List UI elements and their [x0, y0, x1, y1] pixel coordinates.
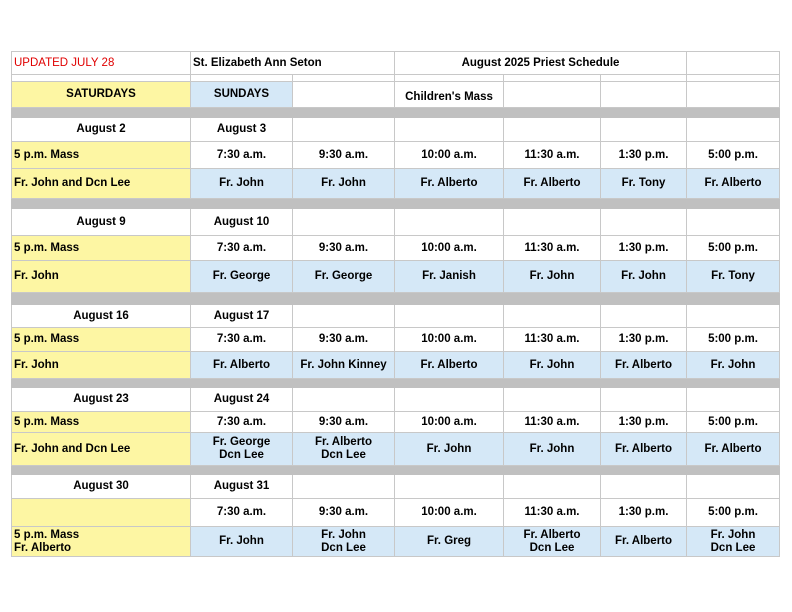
sunday-mass-time: 7:30 a.m. [191, 499, 293, 527]
sunday-mass-time: 5:00 p.m. [687, 499, 780, 527]
sunday-mass-time: 5:00 p.m. [687, 412, 780, 433]
saturday-priest [12, 261, 191, 293]
cell-line: Fr. John [219, 535, 264, 547]
priest-row [12, 527, 780, 557]
time-row [12, 412, 780, 433]
cell-line: Fr. Alberto [614, 358, 673, 371]
sunday-mass-time: 11:30 a.m. [504, 328, 601, 352]
sunday-date: August 24 [191, 388, 293, 412]
cell-line: Fr. Alberto [704, 442, 762, 455]
sunday-priest [504, 169, 601, 199]
cell-line: Fr. John [321, 528, 366, 541]
sunday-mass-time: 9:30 a.m. [293, 328, 395, 352]
saturday-mass-time: 5 p.m. Mass [12, 142, 191, 169]
sunday-mass-time: 11:30 a.m. [504, 499, 601, 527]
cell-line: Fr. Alberto [614, 535, 673, 547]
week-separator [12, 379, 780, 388]
cell-line: Fr. John [529, 358, 575, 371]
sunday-mass-time: 10:00 a.m. [395, 328, 504, 352]
sunday-mass-time: 1:30 p.m. [601, 499, 687, 527]
sunday-priest [395, 261, 504, 293]
sunday-priest [191, 527, 293, 557]
sunday-priest [293, 433, 395, 466]
date-row [12, 305, 780, 328]
sunday-priest [191, 433, 293, 466]
cell-line: Fr. John [14, 270, 59, 282]
time-row [12, 142, 780, 169]
cell-line: Fr. Alberto [420, 177, 478, 189]
saturday-priest [12, 352, 191, 379]
cell-line: Fr. John [321, 177, 366, 189]
sunday-priest [191, 352, 293, 379]
cell-line: Dcn Lee [529, 541, 575, 554]
saturday-date: August 2 [12, 118, 191, 142]
sunday-date: August 31 [191, 475, 293, 499]
sunday-mass-time: 9:30 a.m. [293, 236, 395, 261]
sunday-priest [293, 352, 395, 379]
week-separator [12, 466, 780, 475]
week-separator [12, 108, 780, 118]
saturday-mass-time: 5 p.m. Mass [12, 236, 191, 261]
time-row [12, 499, 780, 527]
saturday-date: August 23 [12, 388, 191, 412]
sunday-priest [687, 169, 780, 199]
sunday-priest [504, 433, 601, 466]
sunday-date: August 17 [191, 305, 293, 328]
cell-line: Fr. George [212, 436, 271, 448]
date-row [12, 118, 780, 142]
sunday-mass-time: 5:00 p.m. [687, 236, 780, 261]
sunday-priest [293, 169, 395, 199]
time-row [12, 236, 780, 261]
cell-line: Dcn Lee [710, 541, 756, 554]
sunday-priest [601, 433, 687, 466]
cell-line: Fr. John [529, 442, 575, 455]
parish-name: St. Elizabeth Ann Seton [191, 52, 395, 75]
sunday-mass-time: 7:30 a.m. [191, 236, 293, 261]
cell-line: Fr. Alberto [523, 177, 581, 189]
sunday-mass-time: 7:30 a.m. [191, 412, 293, 433]
sunday-priest [601, 527, 687, 557]
sunday-mass-time: 11:30 a.m. [504, 142, 601, 169]
saturday-priest [12, 527, 191, 557]
sunday-mass-time: 5:00 p.m. [687, 142, 780, 169]
sunday-priest [395, 169, 504, 199]
updated-note: UPDATED JULY 28 [12, 52, 191, 75]
sunday-date: August 10 [191, 209, 293, 236]
cell-line: Fr. John [14, 358, 59, 371]
date-row [12, 388, 780, 412]
saturday-mass-time: 5 p.m. Mass [12, 328, 191, 352]
saturday-mass-time [12, 499, 191, 527]
cell-line: Fr. Alberto [420, 358, 478, 371]
priest-schedule-table [11, 51, 780, 557]
sunday-priest [687, 352, 780, 379]
sunday-mass-time: 10:00 a.m. [395, 499, 504, 527]
saturday-date: August 16 [12, 305, 191, 328]
sunday-priest [601, 169, 687, 199]
cell-line: Fr. Alberto [523, 528, 581, 541]
schedule-title: August 2025 Priest Schedule [395, 52, 687, 75]
sunday-mass-time: 9:30 a.m. [293, 499, 395, 527]
sunday-priest [687, 261, 780, 293]
cell-line: Fr. Alberto [704, 177, 762, 189]
sundays-header: SUNDAYS [191, 82, 293, 108]
cell-line: Fr. John Kinney [300, 358, 387, 371]
sunday-priest [395, 527, 504, 557]
saturday-priest [12, 169, 191, 199]
cell-line: Fr. John [710, 528, 756, 541]
priest-row [12, 169, 780, 199]
date-row [12, 475, 780, 499]
sunday-mass-time: 11:30 a.m. [504, 236, 601, 261]
cell-line: Fr. Janish [422, 270, 476, 282]
sunday-priest [687, 433, 780, 466]
cell-line: Fr. Alberto [14, 541, 72, 554]
saturday-date: August 9 [12, 209, 191, 236]
saturday-mass-time: 5 p.m. Mass [12, 412, 191, 433]
cell-line: Fr. John [710, 358, 756, 371]
sunday-mass-time: 1:30 p.m. [601, 236, 687, 261]
sunday-mass-time: 5:00 p.m. [687, 328, 780, 352]
childrens-mass-label: Children's Mass [395, 82, 504, 108]
priest-row [12, 433, 780, 466]
sunday-mass-time: 1:30 p.m. [601, 142, 687, 169]
priest-row [12, 352, 780, 379]
cell-line: Fr. John [529, 270, 575, 282]
cell-line: Fr. George [212, 270, 271, 282]
sunday-priest [601, 352, 687, 379]
cell-line: Fr. Alberto [212, 358, 271, 371]
sunday-priest [504, 261, 601, 293]
week-separator [12, 293, 780, 305]
cell-line: Dcn Lee [321, 449, 366, 461]
sunday-priest [191, 261, 293, 293]
sunday-priest [504, 352, 601, 379]
sunday-priest [395, 352, 504, 379]
cell-line: Fr. Alberto [614, 442, 673, 455]
saturday-date: August 30 [12, 475, 191, 499]
sunday-mass-time: 10:00 a.m. [395, 142, 504, 169]
saturdays-header: SATURDAYS [12, 82, 191, 108]
sunday-date: August 3 [191, 118, 293, 142]
sunday-mass-time: 11:30 a.m. [504, 412, 601, 433]
cell-line: Dcn Lee [219, 449, 264, 461]
sunday-mass-time: 1:30 p.m. [601, 328, 687, 352]
cell-line: Fr. Tony [621, 177, 666, 189]
sunday-priest [601, 261, 687, 293]
cell-line: 5 p.m. Mass [14, 528, 80, 541]
cell-line: Fr. John [621, 270, 666, 282]
sunday-priest [395, 433, 504, 466]
time-row [12, 328, 780, 352]
cell-line: Fr. John and Dcn Lee [14, 177, 131, 189]
sunday-mass-time: 1:30 p.m. [601, 412, 687, 433]
sunday-mass-time: 7:30 a.m. [191, 328, 293, 352]
sunday-priest [687, 527, 780, 557]
cell-line: Fr. George [314, 270, 373, 282]
sunday-mass-time: 7:30 a.m. [191, 142, 293, 169]
week-separator [12, 199, 780, 209]
cell-line: Dcn Lee [321, 541, 366, 554]
cell-line: Fr. Alberto [314, 436, 373, 448]
sunday-mass-time: 9:30 a.m. [293, 412, 395, 433]
sunday-mass-time: 10:00 a.m. [395, 412, 504, 433]
cell-line: Fr. Tony [711, 270, 755, 282]
saturday-priest [12, 433, 191, 466]
sunday-priest [293, 527, 395, 557]
sunday-priest [504, 527, 601, 557]
date-row [12, 209, 780, 236]
priest-row [12, 261, 780, 293]
cell-line: Fr. John [426, 442, 472, 455]
cell-line: Fr. John [219, 177, 264, 189]
sunday-priest [293, 261, 395, 293]
cell-line: Fr. Greg [426, 535, 472, 547]
sunday-mass-time: 10:00 a.m. [395, 236, 504, 261]
cell-line: Fr. John and Dcn Lee [14, 442, 131, 455]
sunday-priest [191, 169, 293, 199]
sunday-mass-time: 9:30 a.m. [293, 142, 395, 169]
